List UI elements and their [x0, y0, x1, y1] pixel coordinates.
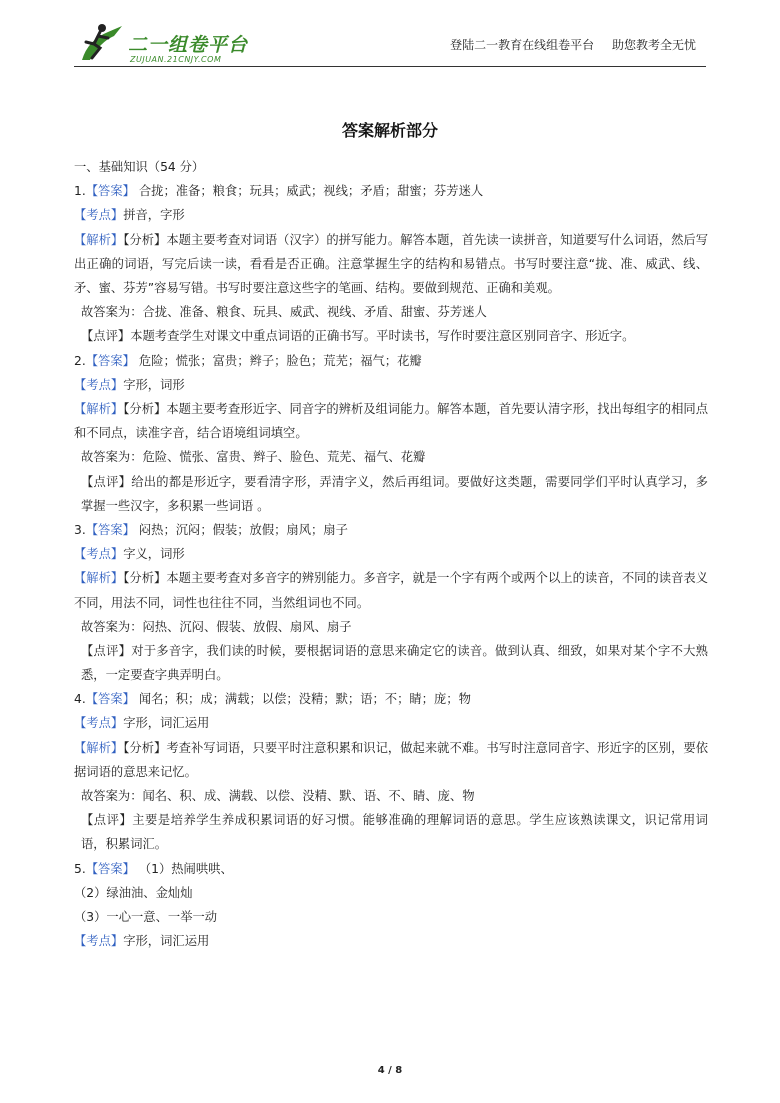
q3-analysis [74, 566, 708, 614]
q5-answer-line2: （2）绿油油、金灿灿 [74, 885, 193, 900]
point-tag: 【考点】 [74, 934, 124, 949]
q3-answer-text: 闷热；沉闷；假装；放假；扇风；扇子 [134, 522, 348, 537]
q5-number: 5. [74, 861, 86, 876]
logo-subtext: ZUJUAN.21CNJY.COM [130, 55, 222, 64]
page-header [74, 16, 706, 67]
answer-tag: 【答案】 [85, 522, 135, 537]
answer-content [74, 155, 708, 953]
q1-point-text: 拼音，字形 [123, 208, 185, 223]
answer-tag: 【答案】 [85, 861, 135, 876]
q1-final: 故答案为：合拢、准备、粮食、玩具、威武、视线、矛盾、甜蜜、芬芳迷人 [81, 305, 487, 320]
q1-answer-text: 合拢；准备；粮食；玩具；威武；视线；矛盾；甜蜜；芬芳迷人 [134, 184, 484, 199]
header-slogan-text: 助您教考全无忧 [611, 38, 696, 52]
page-title: 答案解析部分 [341, 121, 438, 140]
q1-analysis-text: 【分析】本题主要考查对词语（汉字）的拼写能力。解答本题，首先读一读拼音，知道要写什么词语，然后写出正确的词语，写完后读一读，看看是否正确。注意掌握生字的结构和易错点。书写时要注意“拢、准、威武、线、矛、蜜、芬芳”容易写错。书写时要注意这些字的笔画、结构。要做到规范、正确和美观。 [74, 232, 708, 295]
q4-number: 4. [74, 692, 86, 707]
q2-point [74, 373, 708, 397]
q4-point-text: 字形，词汇运用 [123, 716, 210, 731]
q3-number: 3. [74, 522, 86, 537]
q5-point-text: 字形，词汇运用 [123, 934, 210, 949]
section-heading: 一、基础知识（54 分） [74, 160, 205, 174]
q1-comment-text: 本题考查学生对课文中重点词语的正确书写。平时读书，写作时要注意区别同音字、形近字。 [130, 329, 635, 344]
q3-final: 故答案为：闷热、沉闷、假装、放假、扇风、扇子 [81, 619, 352, 634]
page-number: 4 / 8 [377, 1065, 403, 1076]
q3-answer [74, 518, 708, 542]
analysis-tag: 【解析】 [74, 232, 124, 247]
q2-answer-text: 危险；慌张；富贵；辫子；脸色；荒芜；福气；花瓣 [134, 353, 422, 368]
q2-comment [74, 470, 708, 518]
q4-point [74, 711, 708, 735]
q4-comment-text: 主要是培养学生养成积累词语的好习惯。能够准确的理解词语的意思。学生应该熟读课文，识记常用词语，积累词汇。 [81, 813, 708, 852]
analysis-tag: 【解析】 [74, 571, 124, 586]
q4-answer-text: 闻名；积；成；满载；以偿；没精；默；语；不；睛；庞；物 [134, 692, 471, 707]
comment-tag: 【点评】 [81, 813, 133, 828]
q1-answer [74, 179, 708, 203]
q3-point-text: 字义，词形 [123, 547, 185, 562]
q4-final: 故答案为：闻名、积、成、满载、以偿、没精、默、语、不、睛、庞、物 [81, 789, 475, 804]
logo-text: 二一组卷平台 [128, 34, 249, 56]
q3-comment-text: 对于多音字，我们读的时候，要根据词语的意思来确定它的读音。做到认真、细致，如果对某个字不大熟悉，一定要查字典弄明白。 [81, 643, 708, 683]
q2-final: 故答案为：危险、慌张、富贵、辫子、脸色、荒芜、福气、花瓣 [81, 450, 426, 465]
point-tag: 【考点】 [74, 208, 124, 223]
q5-answer-text: （1）热闹哄哄、 [134, 861, 233, 876]
runner-logo-icon [78, 20, 124, 64]
answer-tag: 【答案】 [85, 692, 135, 707]
q2-point-text: 字形，词形 [123, 377, 185, 392]
q4-analysis [74, 736, 708, 784]
q1-number: 1. [74, 184, 86, 199]
q2-analysis [74, 397, 708, 445]
q5-answer [74, 857, 708, 881]
comment-tag: 【点评】 [81, 474, 132, 489]
q3-point [74, 542, 708, 566]
point-tag: 【考点】 [74, 716, 124, 731]
q3-analysis-text: 【分析】本题主要考查对多音字的辨别能力。多音字，就是一个字有两个或两个以上的读音，不同的读音表义不同，用法不同，词性也往往不同，当然组词也不同。 [74, 571, 708, 610]
analysis-tag: 【解析】 [74, 401, 124, 416]
answer-tag: 【答案】 [85, 353, 135, 368]
q2-answer [74, 349, 708, 373]
point-tag: 【考点】 [74, 547, 124, 562]
q2-number: 2. [74, 353, 86, 368]
q1-comment [74, 324, 708, 348]
point-tag: 【考点】 [74, 377, 124, 392]
answer-tag: 【答案】 [85, 184, 135, 199]
comment-tag: 【点评】 [81, 643, 132, 658]
analysis-tag: 【解析】 [74, 740, 124, 755]
logo[interactable] [78, 20, 278, 64]
q2-comment-text: 给出的都是形近字，要看清字形，弄清字义，然后再组词。要做好这类题，需要同学们平时认真学习，多掌握一些汉字，多积累一些词语 。 [81, 474, 708, 513]
q4-analysis-text: 【分析】考查补写词语，只要平时注意积累和识记，做起来就不难。书写时注意同音字、形近字的区别，要依据词语的意思来记忆。 [74, 740, 708, 779]
q4-answer [74, 687, 708, 711]
comment-tag: 【点评】 [81, 329, 131, 344]
q5-answer-line3: （3）一心一意、一举一动 [74, 910, 218, 925]
q3-comment [74, 639, 708, 687]
q5-point [74, 929, 708, 953]
header-link-platform[interactable]: 登陆二一教育在线组卷平台 [450, 38, 595, 52]
q1-analysis [74, 228, 708, 301]
q2-analysis-text: 【分析】本题主要考查形近字、同音字的辨析及组词能力。解答本题，首先要认清字形，找出每组字的相同点和不同点，读准字音，结合语境组词填空。 [74, 401, 708, 441]
header-slogan [436, 36, 696, 53]
q1-point [74, 203, 708, 227]
q4-comment [74, 808, 708, 856]
